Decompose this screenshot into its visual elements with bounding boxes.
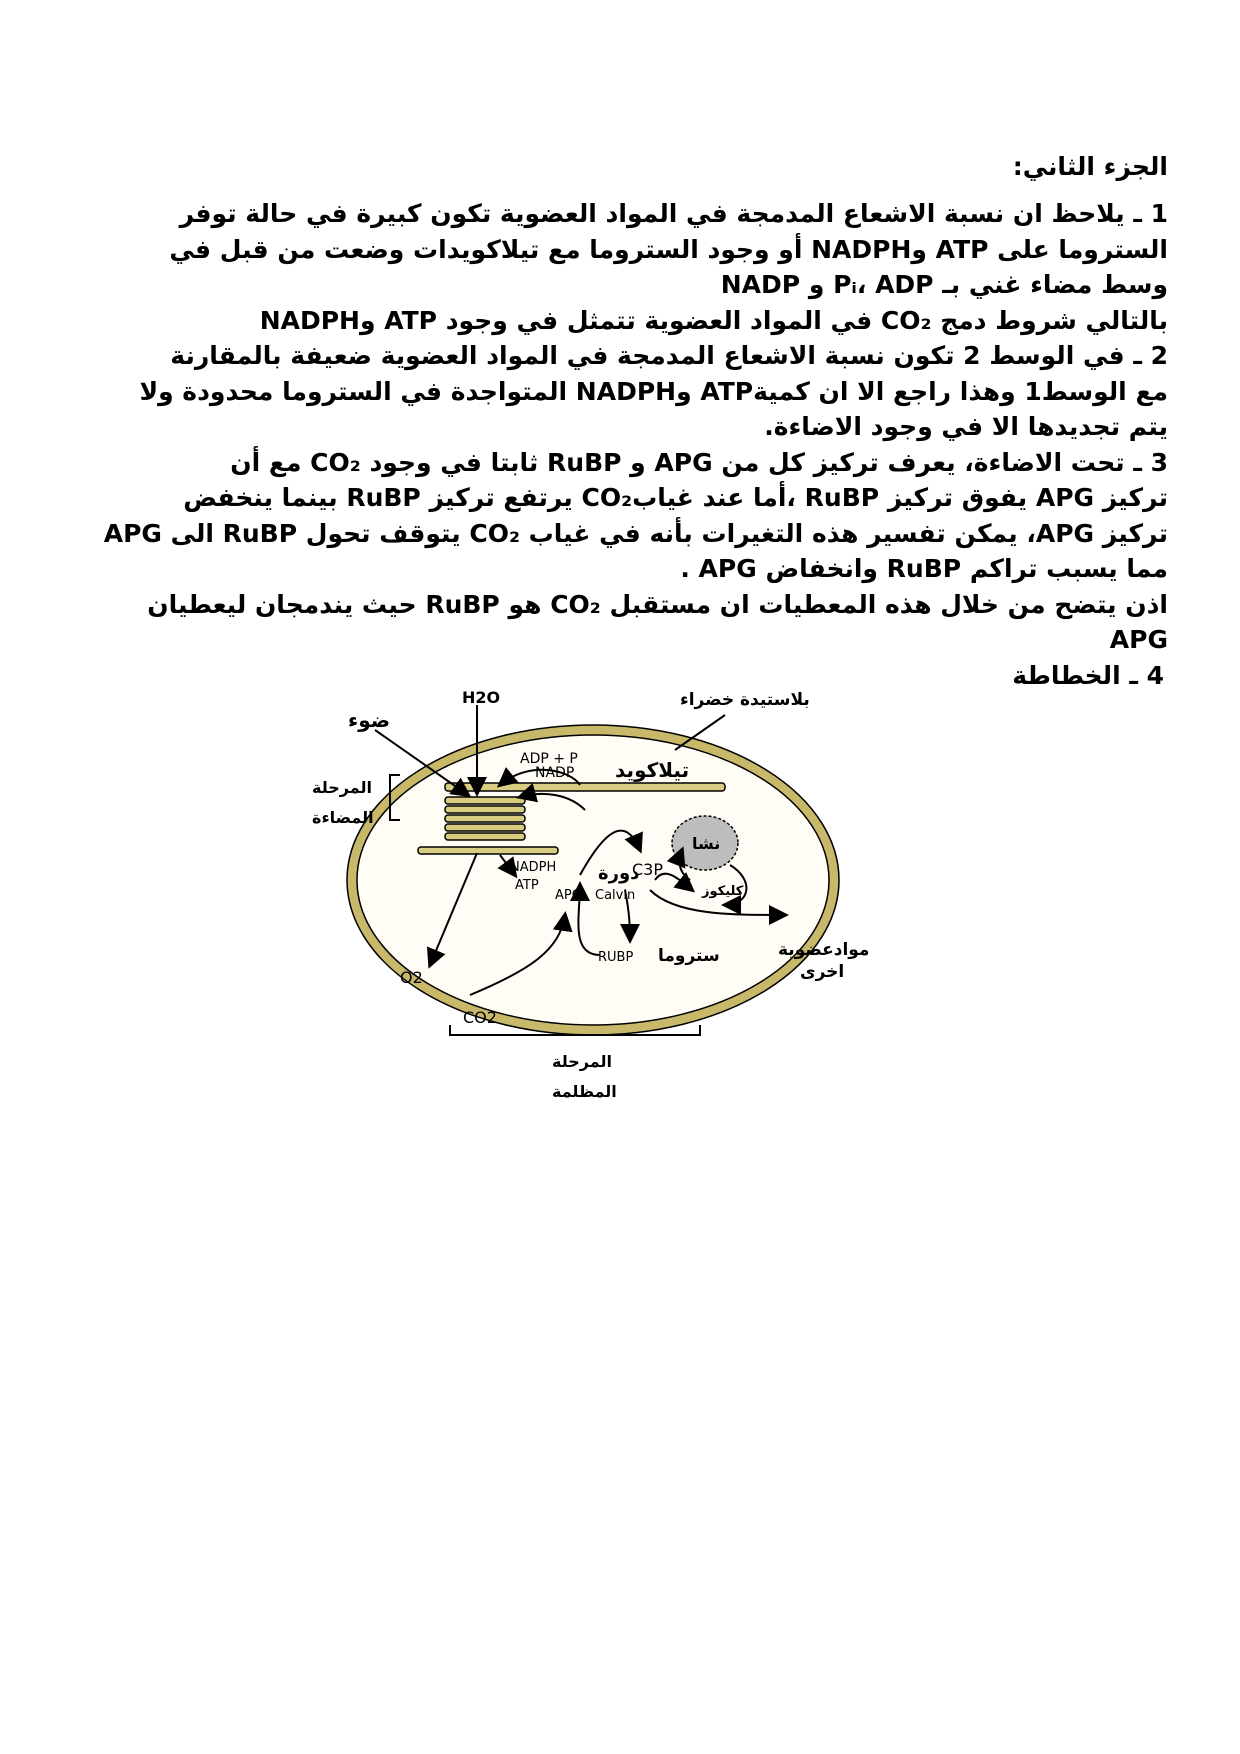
text-line: مع الوسط1 وهذا راجع الا ان كميةATP وNADPH المتواجدة في الستروما محدودة ولا (139, 376, 1168, 406)
stroma-lamella-bottom (418, 847, 558, 854)
text-line: بالتالي شروط دمج CO₂ في المواد العضوية تتمثل في وجود ATP وNADPH (259, 305, 1168, 335)
stroma-label: ستروما (658, 946, 720, 966)
calvin-label: Calvin (595, 888, 636, 903)
dark-phase-label-1: المرحلة (552, 1052, 612, 1071)
section-heading: الجزء الثاني: (1012, 152, 1168, 181)
cycle-label: دورة (598, 863, 640, 884)
nadph-label: NADPH (510, 860, 557, 875)
glucose-label: كليكوز (702, 884, 744, 899)
chloroplast-diagram (290, 680, 950, 1100)
dark-phase-label-2: المظلمة (552, 1082, 617, 1100)
light-phase-label-1: المرحلة (312, 778, 372, 797)
text-line: 1 ـ يلاحظ ان نسبة الاشعاع المدمجة في المواد العضوية تكون كبيرة في حالة توفر (179, 199, 1168, 228)
thylakoid-label: تيلاكويد (615, 758, 690, 782)
atp-label: ATP (515, 878, 539, 893)
text-line: اذن يتضح من خلال هذه المعطيات ان مستقبل CO₂ هو RuBP حيث يندمجان ليعطيان (147, 589, 1168, 619)
text-line: 2 ـ في الوسط 2 تكون نسبة الاشعاع المدمجة في المواد العضوية ضعيفة بالمقارنة (170, 341, 1168, 370)
chloroplast-label: بلاستيدة خضراء (680, 690, 810, 710)
chloroplast-diagram-svg (290, 680, 950, 1100)
body-text (56, 196, 1168, 693)
text-line: 4 ـ الخطاطة (1012, 660, 1164, 690)
nadp-label: NADP (535, 765, 575, 781)
text-line: الستروما على ATP وNADPH أو وجود الستروما مع تيلاكويدات وضعت من قبل في (169, 234, 1168, 264)
organic-label-2: اخرى (800, 962, 845, 982)
text-line: 3 ـ تحت الاضاءة، يعرف تركيز كل من APG و RuBP ثابتا في وجود CO₂ مع أن (230, 447, 1168, 477)
rubp-label: RUBP (598, 950, 634, 965)
text-line: وسط مضاء غني بـ Pᵢ، ADP و NADP (720, 270, 1168, 299)
text-line: تركيز APG، يمكن تفسير هذه التغيرات بأنه في غياب CO₂ يتوقف تحول RuBP الى APG (103, 518, 1168, 548)
h2o-label: H2O (462, 688, 501, 707)
light-label: ضوء (348, 708, 391, 732)
c3p-label: C3P (632, 860, 663, 879)
organic-label-1: موادعضوية (778, 940, 870, 960)
stroma-lamella-top (445, 783, 725, 791)
text-line: يتم تجديدها الا في وجود الاضاءة. (764, 412, 1168, 441)
co2-label: CO2 (463, 1008, 497, 1027)
apg-label: APG (555, 888, 582, 903)
text-line: مما يسبب تراكم RuBP وانخفاض APG . (680, 554, 1168, 583)
starch-label: نشا (692, 834, 721, 853)
adp-p-label: ADP + P (520, 751, 578, 767)
chloroplast-stroma (357, 735, 829, 1025)
o2-label: O2 (400, 968, 423, 987)
text-line: تركيز APG يفوق تركيز RuBP ،أما عند غيابCO₂ يرتفع تركيز RuBP بينما ينخفض (183, 483, 1168, 512)
text-line: APG (1109, 625, 1168, 654)
light-phase-label-2: المضاءة (312, 808, 374, 827)
